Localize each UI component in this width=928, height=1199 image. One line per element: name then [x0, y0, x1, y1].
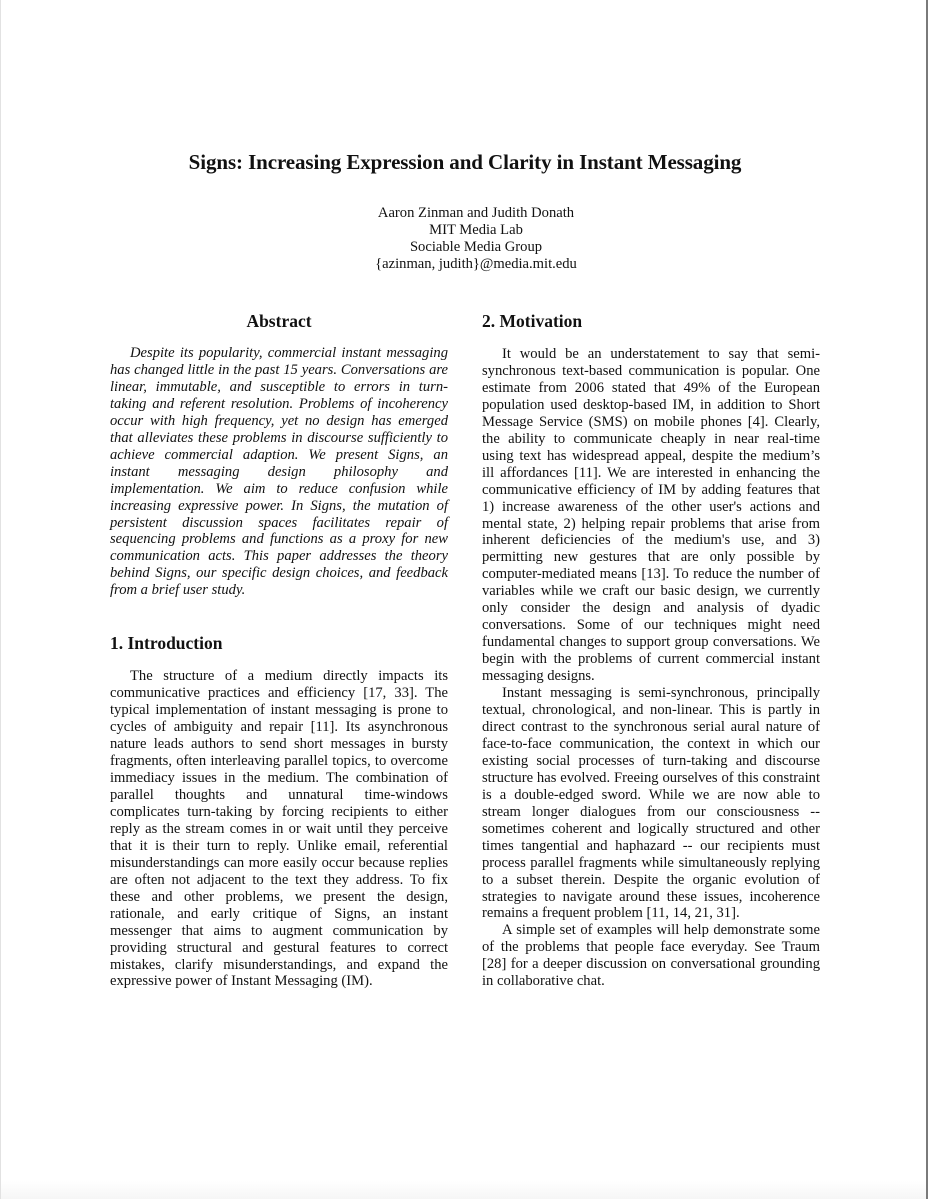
abstract-section — [110, 345, 448, 599]
paper-title: Signs: Increasing Expression and Clarity in Instant Messaging — [188, 150, 742, 174]
paragraph: It would be an understatement to say that semi-synchronous text-based communication is popular. One estimate from 2006 stated that 49% of the European population used desktop-based IM, in addition to Short Message Service (SMS) on mobile phones [4]. Clearly, the ability to communicate cheaply in near real-time using text has widespread appeal, despite the medium’s ill affordances [11]. We are interested in enhancing the communicative efficiency of IM by adding features that 1) increase awareness of the other user's actions and mental state, 2) helping repair problems that arise from inherent deficiencies of the medium's use, and 3) permitting new gestures that are only possible by computer-mediated means [13]. To reduce the number of variables while we craft our basic design, we currently only consider the design and analysis of dyadic conversations. Some of our techniques might need fundamental changes to support group conversations. We begin with the problems of current commercial instant messaging designs. — [482, 346, 820, 685]
author-names: Aaron Zinman and Judith Donath — [377, 205, 575, 221]
author-email: {azinman, judith}@media.mit.edu — [375, 256, 577, 272]
introduction-heading: 1. Introduction — [110, 633, 223, 654]
introduction-section — [110, 668, 448, 990]
abstract-text: Despite its popularity, commercial instant messaging has changed little in the past 15 years. Conversations are linear, immutable, and susceptible to errors in turn-taking and referent resolution. Problems of incoherency occur with high frequency, yet no design has emerged that alleviates these problems in discourse sufficiently to achieve commercial adaption. We present Signs, an instant messaging design philosophy and implementation. We aim to reduce confusion while increasing expressive power. In Signs, the mutation of persistent discussion spaces facilitates repair of sequencing problems and functions as a proxy for new communication acts. This paper addresses the theory behind Signs, our specific design choices, and feedback from a brief user study. — [110, 345, 448, 599]
author-block — [1, 205, 928, 273]
motivation-section — [482, 346, 820, 990]
left-column — [110, 310, 448, 990]
paragraph: The structure of a medium directly impacts its communicative practices and efficiency [17, 33]. The typical implementation of instant messaging is prone to cycles of ambiguity and repair [11]. Its asynchronous nature leads authors to send short messages in bursty fragments, often interleaving parallel topics, to overcome immediacy issues in the medium. The combination of parallel thoughts and unnatural time-windows complicates turn-taking by forcing recipients to either reply as the stream comes in or wait until they perceive that it is their turn to reply. Unlike email, referential misunderstandings can more easily occur because replies are often not adjacent to the text they address. To fix these and other problems, we present the design, rationale, and early critique of Signs, an instant messenger that aims to augment communication by providing structural and gestural features to correct mistakes, clarify misunderstandings, and expand the expressive power of Instant Messaging (IM). — [110, 668, 448, 990]
motivation-heading: 2. Motivation — [482, 311, 583, 331]
paragraph: Instant messaging is semi-synchronous, principally textual, chronological, and non-linear. This is partly in direct contrast to the synchronous serial aural nature of face-to-face communication, the context in which our existing social processes of turn-taking and discourse structure has evolved. Freeing ourselves of this constraint is a double-edged sword. While we are now able to stream longer dialogues from our consciousness -- sometimes coherent and logically structured and other times tangential and haphazard -- our recipients must process parallel fragments while simultaneously replying to a subset therein. Despite the organic evolution of strategies to navigate around these issues, incoherence remains a frequent problem [11, 14, 21, 31]. — [482, 685, 820, 922]
author-group: Sociable Media Group — [409, 239, 543, 255]
author-affiliation: MIT Media Lab — [429, 222, 523, 238]
paragraph: A simple set of examples will help demonstrate some of the problems that people face everyday. See Traum [28] for a deeper discussion on conversational grounding in collaborative chat. — [482, 922, 820, 990]
right-column — [482, 310, 820, 990]
abstract-heading: Abstract — [246, 311, 312, 331]
